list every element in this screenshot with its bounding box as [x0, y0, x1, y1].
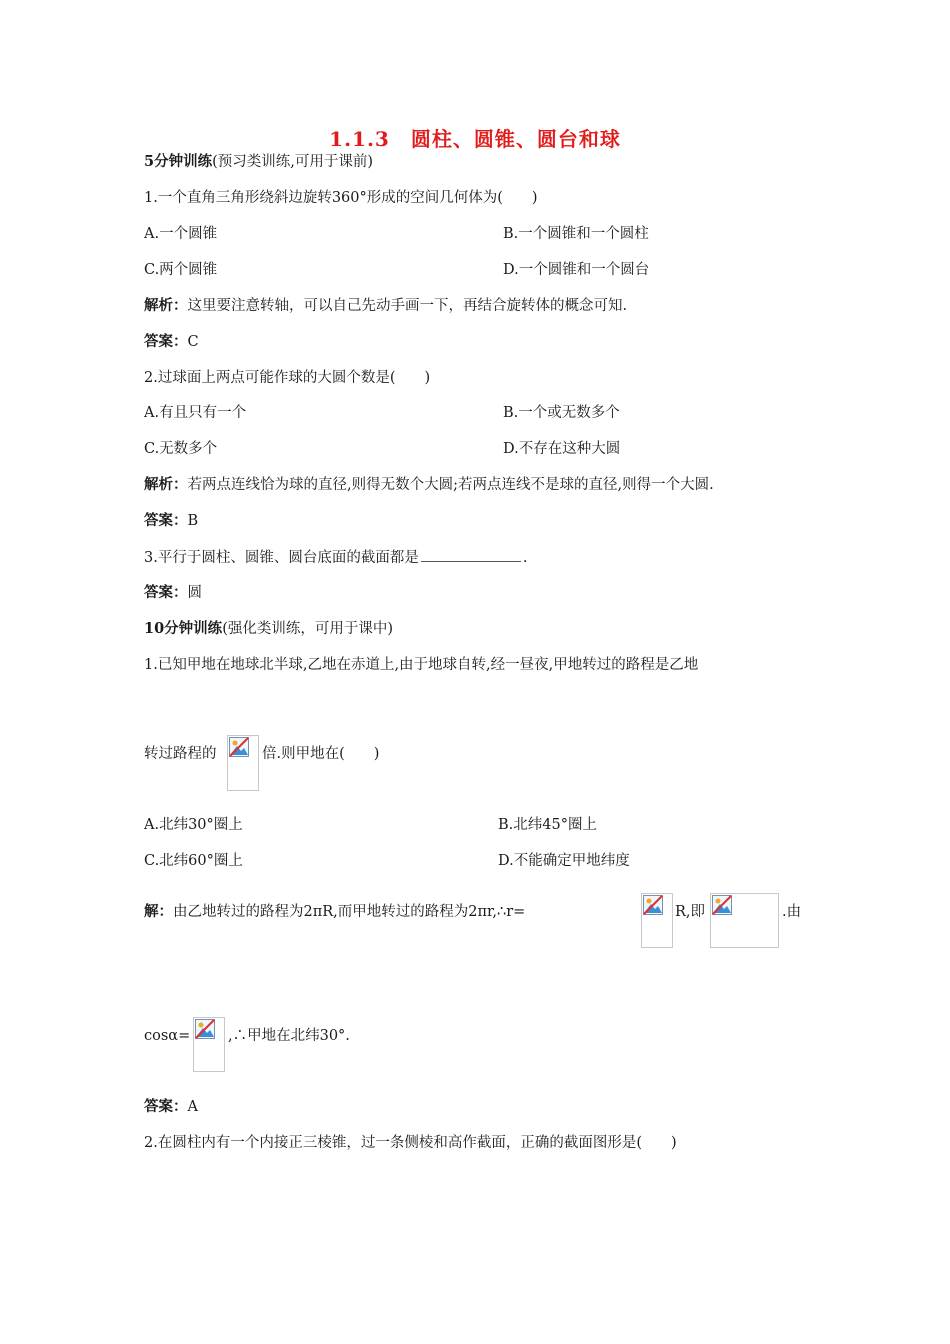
- broken-image-icon: [193, 1017, 225, 1072]
- answer-value: A: [187, 1099, 198, 1115]
- q3-stem-text: 3.平行于圆柱、圆锥、圆台底面的截面都是: [144, 550, 419, 566]
- q1-option-c: C.两个圆锥: [144, 262, 218, 278]
- section-heading-10min: [144, 619, 393, 639]
- analysis-label: 解析：: [144, 476, 188, 493]
- q4-option-d: D.不能确定甲地纬度: [498, 853, 630, 869]
- q1-analysis: [144, 296, 627, 316]
- fill-blank: [421, 547, 521, 562]
- answer-label: 答案：: [144, 1098, 188, 1115]
- q4-solution-text-3: .由: [782, 904, 802, 920]
- solution-text: 由乙地转过的路程为2πR,而甲地转过的路程为2πr,∴r=: [173, 904, 526, 920]
- q4-stem-line1: 1.已知甲地在地球北半球,乙地在赤道上,由于地球自转,经一昼夜,甲地转过的路程是乙地: [144, 657, 699, 673]
- q4-solution-text-4a: cosα=: [144, 1028, 191, 1044]
- question-3-stem: [144, 547, 527, 568]
- q4-option-b: B.北纬45°圈上: [498, 817, 597, 833]
- q2-option-a: A.有且只有一个: [144, 405, 247, 421]
- section-note: (预习类训练,可用于课前): [212, 154, 374, 170]
- q2-option-c: C.无数多个: [144, 441, 218, 457]
- section-note: (强化类训练，可用于课中): [222, 621, 394, 637]
- answer-label: 答案：: [144, 584, 188, 601]
- q4-option-a: A.北纬30°圈上: [144, 817, 243, 833]
- q1-option-a: A.一个圆锥: [144, 226, 218, 242]
- question-5-stem: 2.在圆柱内有一个内接正三棱锥，过一条侧棱和高作截面，正确的截面图形是( ): [144, 1135, 677, 1151]
- q4-solution-text-2: R,即: [675, 904, 706, 920]
- answer-label: 答案：: [144, 333, 188, 350]
- q3-stem-end: .: [522, 550, 528, 566]
- q4-solution-line1: [144, 902, 525, 922]
- section-head: 10分钟训练: [144, 620, 223, 637]
- q4-option-c: C.北纬60°圈上: [144, 853, 243, 869]
- analysis-text: 这里要注意转轴，可以自己先动手画一下，再结合旋转体的概念可知.: [187, 298, 628, 314]
- analysis-label: 解析：: [144, 297, 188, 314]
- q2-option-d: D.不存在这种大圆: [503, 441, 621, 457]
- q1-answer: [144, 332, 199, 352]
- q2-answer: [144, 511, 198, 531]
- q1-option-d: D.一个圆锥和一个圆台: [503, 262, 650, 278]
- page-title: 1.1.3 圆柱、圆锥、圆台和球: [329, 127, 621, 151]
- question-2-stem: 2.过球面上两点可能作球的大圆个数是( ): [144, 370, 431, 386]
- analysis-text: 若两点连线恰为球的直径,则得无数个大圆;若两点连线不是球的直径,则得一个大圆.: [187, 477, 714, 493]
- answer-value: C: [187, 334, 199, 350]
- q4-solution-text-4b: ,∴甲地在北纬30°.: [228, 1028, 350, 1044]
- q1-option-b: B.一个圆锥和一个圆柱: [503, 226, 649, 242]
- q4-stem-text-a: 转过路程的: [144, 746, 217, 762]
- broken-image-icon: [641, 893, 673, 948]
- q2-analysis: [144, 475, 714, 495]
- section-head: 5分钟训练: [144, 153, 213, 170]
- broken-image-icon: [710, 893, 779, 948]
- q3-answer: [144, 583, 202, 603]
- section-heading-5min: [144, 152, 373, 172]
- q4-answer: [144, 1097, 198, 1117]
- answer-label: 答案：: [144, 512, 188, 529]
- q4-stem-text-b: 倍.则甲地在( ): [262, 746, 380, 762]
- q2-option-b: B.一个或无数多个: [503, 405, 620, 421]
- answer-value: 圆: [187, 585, 202, 601]
- broken-image-icon: [227, 735, 259, 791]
- solution-label: 解：: [144, 903, 173, 920]
- answer-value: B: [187, 513, 199, 529]
- question-1-stem: 1.一个直角三角形绕斜边旋转360°形成的空间几何体为( ): [144, 190, 538, 206]
